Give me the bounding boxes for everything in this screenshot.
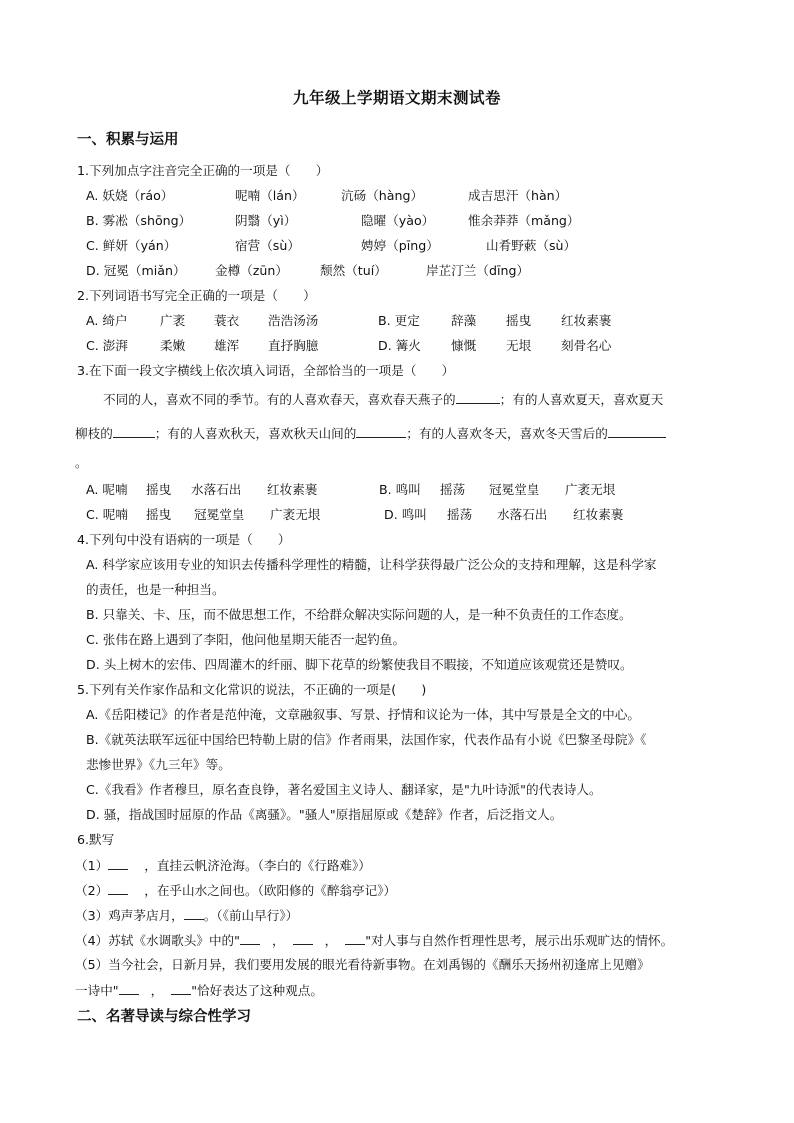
option-item: 颓然（tuí） bbox=[320, 263, 387, 278]
question-1-stem: 1.下列加点字注音完全正确的一项是（ ） bbox=[77, 163, 329, 178]
passage-text: ；有的人喜欢夏天，喜欢夏天 bbox=[499, 392, 664, 407]
question-2-stem: 2.下列词语书写完全正确的一项是（ ） bbox=[77, 288, 316, 303]
option-item: D. 鸣叫 bbox=[384, 507, 427, 522]
option-item: 成吉思汗（hàn） bbox=[468, 188, 568, 203]
option-item: 宿营（sù） bbox=[235, 238, 300, 253]
question-3-passage-end: 。 bbox=[75, 455, 88, 470]
option-item: 惟余莽莽（mǎng） bbox=[468, 213, 580, 228]
option-item: 柔嫩 bbox=[160, 338, 186, 353]
option-item: 山肴野蔌（sù） bbox=[486, 238, 577, 253]
item-text: ，在乎山水之间也。（欧阳修的《醉翁亭记》） bbox=[144, 883, 397, 898]
question-5-option-c: C.《我看》作者穆旦，原名查良铮，著名爱国主义诗人、翻译家，是"九叶诗派"的代表诗人。 bbox=[86, 782, 602, 797]
option-item: 娉婷（pīng） bbox=[361, 238, 439, 253]
question-5-option-b-cont: 悲惨世界》《九三年》等。 bbox=[86, 757, 231, 772]
page-title: 九年级上学期语文期末测试卷 bbox=[292, 89, 501, 107]
option-item: 摇曳 bbox=[146, 507, 172, 522]
question-6-item-5-cont bbox=[75, 982, 323, 999]
question-6-item-2 bbox=[75, 882, 396, 899]
item-text: "恰好表达了这种观点。 bbox=[191, 983, 323, 998]
fill-blank bbox=[108, 857, 128, 870]
question-3-stem: 3.在下面一段文字横线上依次填入词语，全部恰当的一项是（ ） bbox=[77, 363, 455, 378]
option-item: 红妆素裹 bbox=[573, 507, 624, 522]
question-3-passage-line-2 bbox=[75, 425, 666, 442]
option-item: 无垠 bbox=[506, 338, 532, 353]
item-text: 。（《前山早行》） bbox=[203, 908, 299, 923]
passage-text: 不同的人，喜欢不同的季节。有的人喜欢春天，喜欢春天燕子的 bbox=[103, 392, 456, 407]
option-item: 红妆素裹 bbox=[561, 313, 612, 328]
question-5-option-b: B.《就英法联军远征中国给巴特勒上尉的信》作者雨果，法国作家，代表作品有小说《巴黎圣母院》《 bbox=[86, 732, 647, 747]
question-4-option-b: B. 只靠关、卡、压，而不做思想工作，不给群众解决实际问题的人，是一种不负责任的工作态度。 bbox=[86, 607, 632, 622]
fill-blank bbox=[293, 932, 313, 945]
fill-blank bbox=[240, 932, 260, 945]
item-text: "对人事与自然作哲理性思考，展示出乐观旷达的情怀。 bbox=[365, 933, 674, 948]
question-3-passage-line-1 bbox=[103, 391, 663, 408]
option-item: B. 鸣叫 bbox=[379, 482, 421, 497]
passage-text: ；有的人喜欢冬天，喜欢冬天雪后的 bbox=[406, 426, 608, 441]
fill-blank bbox=[184, 907, 204, 920]
option-item: 呢喃（lán） bbox=[235, 188, 305, 203]
option-item: 雄浑 bbox=[214, 338, 240, 353]
option-item: A. 妖娆（ráo） bbox=[86, 188, 174, 203]
section-heading-1: 一、积累与运用 bbox=[77, 132, 179, 148]
question-5-option-d: D. 骚，指战国时屈原的作品《离骚》。"骚人"原指屈原或《楚辞》作者，后泛指文人。 bbox=[86, 807, 563, 822]
item-text: （3）鸡声茅店月， bbox=[75, 908, 184, 923]
item-text: （4）苏轼《水调歌头》中的" bbox=[75, 933, 240, 948]
option-item: A. 绮户 bbox=[86, 313, 128, 328]
option-item: C. 呢喃 bbox=[86, 507, 128, 522]
section-heading-2: 二、名著导读与综合性学习 bbox=[77, 1009, 251, 1025]
item-text: （2） bbox=[75, 883, 109, 898]
item-text: ，直挂云帆济沧海。（李白的《行路难》） bbox=[144, 858, 371, 873]
question-4-stem: 4.下列句中没有语病的一项是（ ） bbox=[77, 532, 291, 547]
question-5-option-a: A.《岳阳楼记》的作者是范仲淹，文章融叙事、写景、抒情和议论为一体，其中写景是全文的中心。 bbox=[86, 707, 640, 722]
option-item: C. 澎湃 bbox=[86, 338, 128, 353]
option-item: 辞藻 bbox=[451, 313, 477, 328]
fill-blank bbox=[113, 425, 155, 438]
option-item: 摇曳 bbox=[146, 482, 172, 497]
option-item: D. 冠冕（miǎn） bbox=[86, 263, 186, 278]
option-item: 岸芷汀兰（dīng） bbox=[426, 263, 530, 278]
question-6-item-3 bbox=[75, 907, 298, 924]
option-item: 广袤 bbox=[160, 313, 186, 328]
option-item: 水落石出 bbox=[497, 507, 548, 522]
question-4-option-d: D. 头上树木的宏伟、四周灌木的纤丽、脚下花草的纷繁使我目不暇接，不知道应该观赏还是赞叹。 bbox=[86, 657, 633, 672]
option-item: 蓑衣 bbox=[214, 313, 240, 328]
item-text: ， bbox=[150, 983, 164, 998]
option-item: A. 呢喃 bbox=[86, 482, 128, 497]
item-text: ， bbox=[271, 933, 285, 948]
fill-blank bbox=[356, 425, 406, 438]
option-item: 沆砀（hàng） bbox=[341, 188, 424, 203]
fill-blank bbox=[608, 425, 666, 438]
option-item: 摇曳 bbox=[506, 313, 532, 328]
question-5-stem: 5.下列有关作家作品和文化常识的说法，不正确的一项是( ) bbox=[77, 682, 427, 697]
option-item: B. 更定 bbox=[378, 313, 420, 328]
option-item: 摇荡 bbox=[447, 507, 473, 522]
question-6-stem: 6.默写 bbox=[77, 832, 115, 847]
question-6-item-4 bbox=[75, 932, 673, 949]
option-item: 金樽（zūn） bbox=[215, 263, 288, 278]
option-item: 广袤无垠 bbox=[270, 507, 321, 522]
option-item: 摇荡 bbox=[440, 482, 466, 497]
option-item: 水落石出 bbox=[191, 482, 242, 497]
fill-blank bbox=[171, 982, 191, 995]
item-text: ， bbox=[324, 933, 338, 948]
fill-blank bbox=[345, 932, 365, 945]
option-item: 直抒胸臆 bbox=[268, 338, 319, 353]
option-item: 隐曜（yào） bbox=[361, 213, 435, 228]
option-item: 阴翳（yì） bbox=[235, 213, 297, 228]
passage-text: 柳枝的 bbox=[75, 426, 113, 441]
passage-text: ；有的人喜欢秋天，喜欢秋天山间的 bbox=[154, 426, 357, 441]
item-text: 一诗中" bbox=[75, 983, 119, 998]
question-6-item-5: （5）当今社会，日新月异，我们要用发展的眼光看待新事物。在刘禹锡的《酬乐天扬州初逢席上见赠》 bbox=[75, 957, 650, 972]
option-item: 广袤无垠 bbox=[565, 482, 616, 497]
option-item: 红妆素裹 bbox=[267, 482, 318, 497]
question-4-option-a-cont: 的责任，也是一种担当。 bbox=[86, 582, 225, 597]
option-item: 慷慨 bbox=[451, 338, 477, 353]
question-4-option-a: A. 科学家应该用专业的知识去传播科学理性的精髓，让科学获得最广泛公众的支持和理解，这是科学家 bbox=[86, 557, 657, 572]
option-item: 刻骨名心 bbox=[561, 338, 612, 353]
option-item: 冠冕堂皇 bbox=[489, 482, 540, 497]
item-text: （1） bbox=[75, 858, 109, 873]
option-item: 冠冕堂皇 bbox=[194, 507, 245, 522]
option-item: B. 雾凇（shōng） bbox=[86, 213, 192, 228]
option-item: 浩浩汤汤 bbox=[268, 313, 319, 328]
fill-blank bbox=[108, 882, 128, 895]
question-6-item-1 bbox=[75, 857, 371, 874]
question-4-option-c: C. 张伟在路上遇到了李阳，他问他星期天能否一起钓鱼。 bbox=[86, 632, 406, 647]
fill-blank bbox=[456, 391, 500, 404]
fill-blank bbox=[119, 982, 139, 995]
option-item: C. 鲜妍（yán） bbox=[86, 238, 177, 253]
option-item: D. 篝火 bbox=[378, 338, 421, 353]
